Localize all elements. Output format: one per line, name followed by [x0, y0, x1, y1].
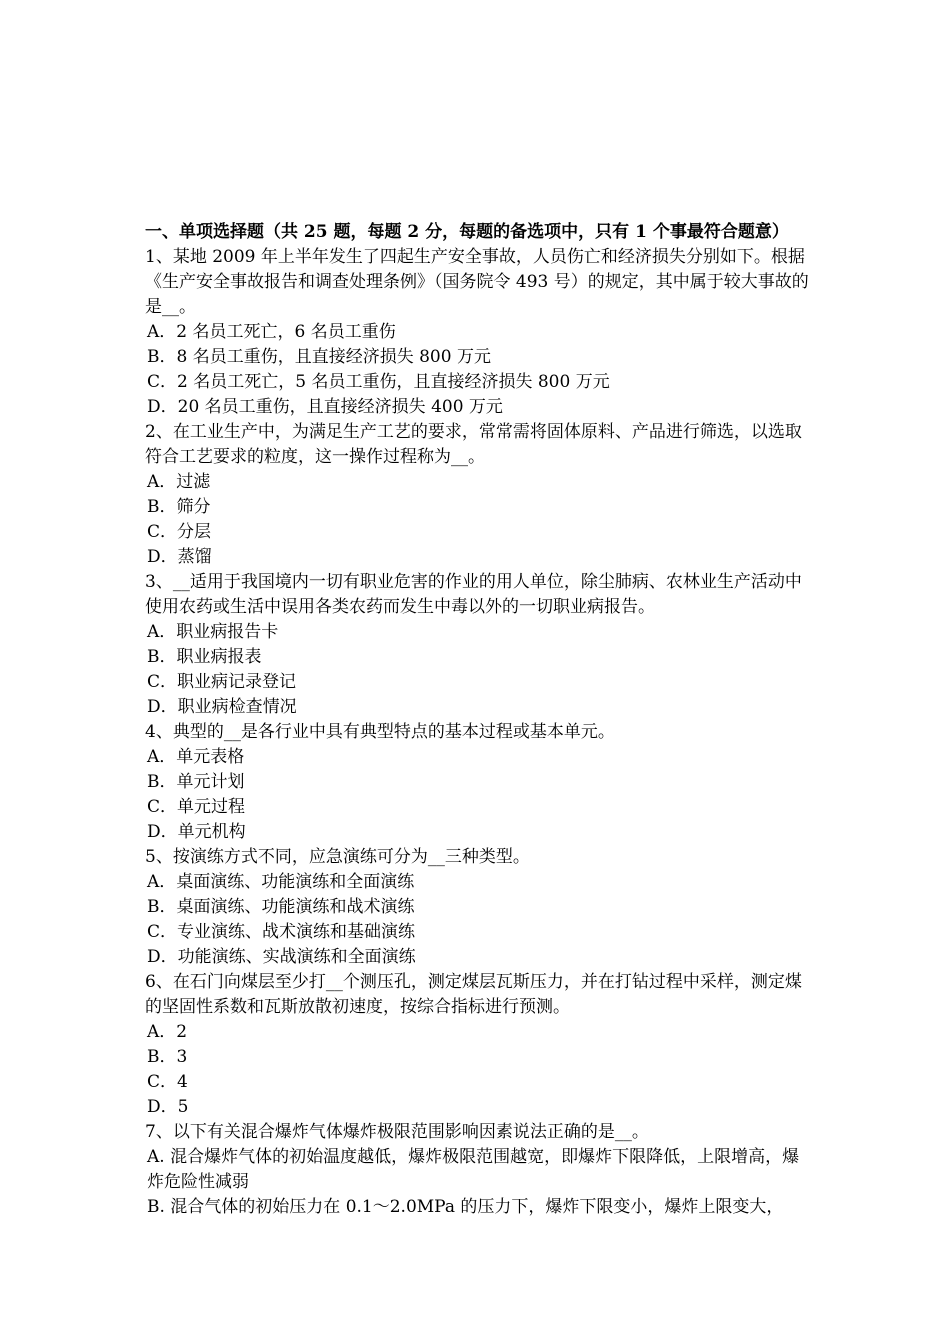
option-b: B．筛分	[147, 497, 211, 517]
question-text: 2、在工业生产中，为满足生产工艺的要求，常常需将固体原料、产品进行筛选，以选取符合工艺要求的粒度，这一操作过程称为__。	[145, 422, 802, 467]
option-a: A．单元表格	[147, 747, 245, 767]
option-a: A．职业病报告卡	[147, 622, 279, 642]
option-b: B．单元计划	[147, 772, 245, 792]
option-b: B. 混合气体的初始压力在 0.1～2.0MPa 的压力下，爆炸下限变小，爆炸上限变大，	[147, 1197, 784, 1217]
question-1	[145, 245, 810, 420]
option-b: B．职业病报表	[147, 647, 262, 667]
question-2	[145, 420, 810, 570]
option-c: C．4	[147, 1072, 188, 1092]
option-c: C．2 名员工死亡，5 名员工重伤，且直接经济损失 800 万元	[147, 372, 610, 392]
question-5	[145, 845, 810, 970]
option-c: C．单元过程	[147, 797, 246, 817]
option-a: A．桌面演练、功能演练和全面演练	[147, 872, 415, 892]
option-a: A．过滤	[147, 472, 211, 492]
option-d: D．5	[147, 1097, 189, 1117]
option-d: D．职业病检查情况	[147, 697, 297, 717]
document-body	[145, 220, 810, 1220]
question-text: 3、__适用于我国境内一切有职业危害的作业的用人单位，除尘肺病、农林业生产活动中使用农药或生活中误用各类农药而发生中毒以外的一切职业病报告。	[145, 572, 802, 617]
option-c: C．分层	[147, 522, 212, 542]
option-c: C．专业演练、战术演练和基础演练	[147, 922, 416, 942]
question-text: 1、某地 2009 年上半年发生了四起生产安全事故，人员伤亡和经济损失分别如下。根据《生产安全事故报告和调查处理条例》（国务院令 493 号）的规定，其中属于较大事故的是__。	[145, 247, 809, 317]
option-d: D．20 名员工重伤，且直接经济损失 400 万元	[147, 397, 503, 417]
option-b: B．8 名员工重伤，且直接经济损失 800 万元	[147, 347, 491, 367]
question-6	[145, 970, 810, 1120]
section-heading: 一、单项选择题（共 25 题，每题 2 分，每题的备选项中，只有 1 个事最符合题意）	[145, 222, 789, 242]
option-a: A．2 名员工死亡，6 名员工重伤	[147, 322, 396, 342]
option-d: D．单元机构	[147, 822, 246, 842]
option-b: B．3	[147, 1047, 188, 1067]
option-c: C．职业病记录登记	[147, 672, 297, 692]
option-b: B．桌面演练、功能演练和战术演练	[147, 897, 415, 917]
option-d: D．功能演练、实战演练和全面演练	[147, 947, 416, 967]
question-text: 5、按演练方式不同，应急演练可分为__三种类型。	[145, 847, 530, 867]
question-7	[145, 1120, 810, 1220]
option-a: A．2	[147, 1022, 188, 1042]
option-d: D．蒸馏	[147, 547, 212, 567]
question-text: 4、典型的__是各行业中具有典型特点的基本过程或基本单元。	[145, 722, 615, 742]
question-text: 7、以下有关混合爆炸气体爆炸极限范围影响因素说法正确的是__。	[145, 1122, 649, 1142]
option-a: A. 混合爆炸气体的初始温度越低，爆炸极限范围越宽，即爆炸下限降低，上限增高，爆炸危险性减弱	[147, 1147, 800, 1192]
question-text: 6、在石门向煤层至少打__个测压孔，测定煤层瓦斯压力，并在打钻过程中采样，测定煤的坚固性系数和瓦斯放散初速度，按综合指标进行预测。	[145, 972, 802, 1017]
question-3	[145, 570, 810, 720]
question-4	[145, 720, 810, 845]
